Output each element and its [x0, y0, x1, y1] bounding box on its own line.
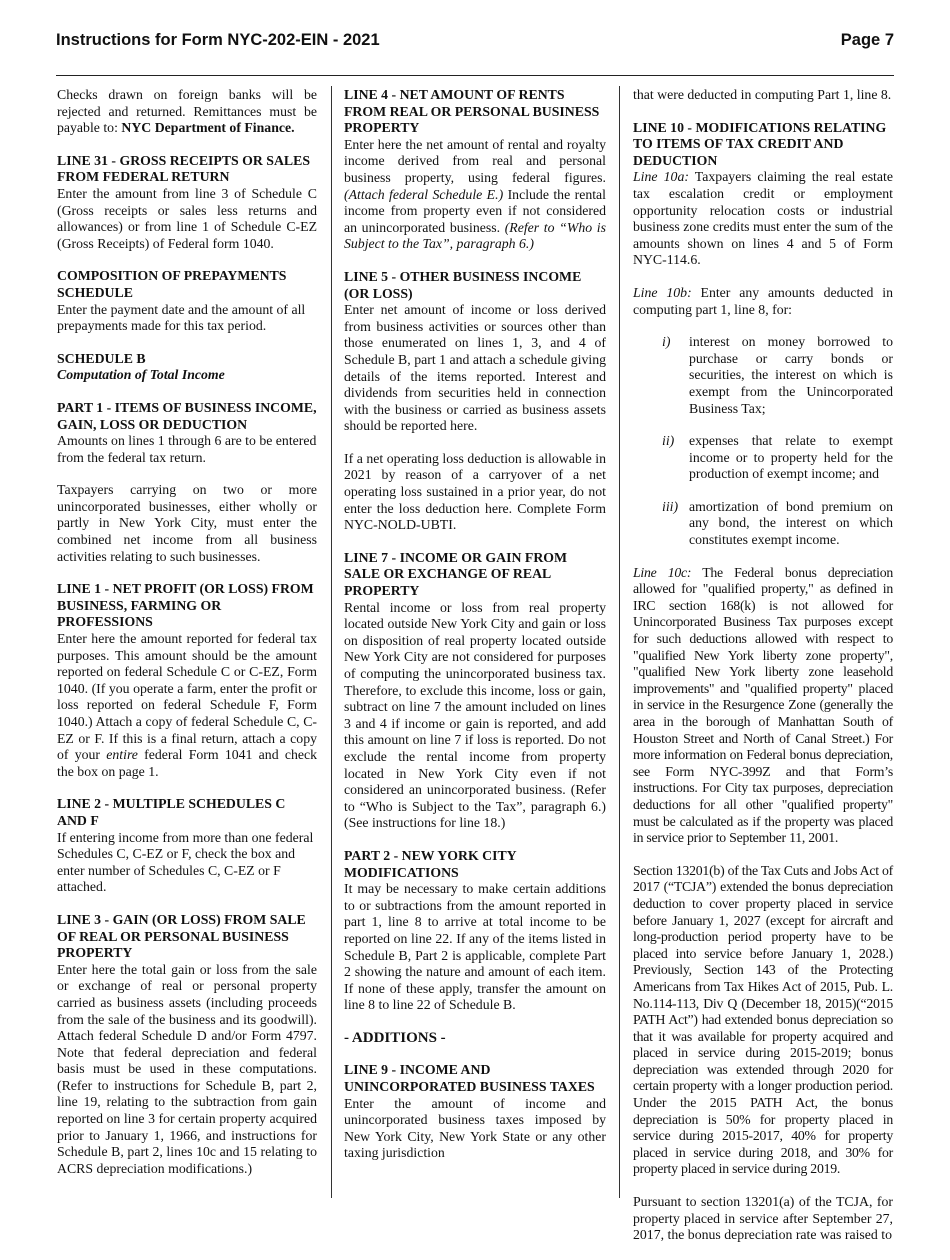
section-13201b-paragraph: Section 13201(b) of the Tax Cuts and Jobs Act of 2017 (“TCJA”) extended the bonus depreciation deduction to cover property placed in service before January 1, 2027 (except for aircraft and long-production period property have to be placed into service before January 1, 2028.) Previously, Section 143 of the Protecting Americans from Tax Hikes Act of 2015, Pub. L. No.114-113, Div Q (December 18, 2015)(“2015 PATH Act”) had extended bonus depreciation so that it was available for property acquired and placed in service during 2015-2019; bonus depreciation was extended through 2020 for certain property with a longer production period. Under the 2015 PATH Act, the bonus depreciation is 50% for property placed in service during 2015-2017, 40% for property placed in service during 2018, and 30% for property placed in service during 2019.: [633, 862, 894, 1177]
section-heading: PART 2 - NEW YORK CITY MODIFICATIONS: [344, 847, 517, 880]
section-text: Enter net amount of income or loss derived from business activities or sources other than those enumerated on lines 1, 3, and 4 of Schedule B, part 1 and attach a schedule giving details of the items reported. Interest and dividends from securities held in connection with the business or carried as business assets should be reported here.: [344, 302, 606, 434]
section-text: Rental income or loss from real property located outside New York City and gain or loss on disposition of real property located outside New York City are not considered for purposes of computing the unincorporated business tax. Therefore, to exclude this income, loss or gain, subtract on line 7 the amount included on lines 3 and 4 if income or gain is reported, and add this amount on line 7 if loss is reported. Do not exclude the rental income from property located in New York City even if not considered an unincorporated business. (Refer to “Who is Subject to the Tax”, paragraph 6.) (See instructions for line 18.): [344, 599, 606, 831]
section-heading: LINE 5 - OTHER BUSINESS INCOME (OR LOSS): [344, 268, 582, 301]
section-subheading: Computation of Total Income: [57, 367, 225, 383]
section-text: Enter the payment date and the amount of all prepayments made for this tax period.: [57, 301, 306, 334]
section-heading: PART 1 - ITEMS OF BUSINESS INCOME, GAIN, LOSS OR DEDUCTION: [57, 399, 317, 432]
section-heading: LINE 7 - INCOME OR GAIN FROM SALE OR EXCHANGE OF REAL PROPERTY: [344, 549, 568, 599]
list-item: [633, 433, 893, 483]
section-heading: LINE 9 - INCOME AND UNINCORPORATED BUSINESS TAXES: [344, 1062, 595, 1095]
section-13201a-paragraph: Pursuant to section 13201(a) of the TCJA, for property placed in service after September 27, 2017, the bonus depreciation rate was raised to: [633, 1194, 893, 1243]
section-heading: LINE 10 - MODIFICATIONS RELATING TO ITEMS OF TAX CREDIT AND DEDUCTION: [633, 119, 887, 168]
column-left: [57, 87, 317, 1193]
list-item-number: ii): [662, 433, 675, 449]
list-item: [633, 334, 893, 417]
section-text: Enter here the amount reported for federal tax purposes. This amount should be the amount reported on federal Schedule C or C-EZ, Form 1040. (If you operate a farm, enter the profit or loss reported on federal Schedule F, Form 1040.) Attach a copy of federal Schedule C, C-EZ or F. If this is a final return, attach a copy of your entire federal Form 1041 and check the box on page 1.: [57, 631, 317, 779]
line10a-text: Line 10a: Taxpayers claiming the real estate tax escalation credit or employment opportunity relocation costs or industrial business zone credits must enter the sum of the amounts shown on lines 4 and 5 of Form NYC-114.6.: [633, 169, 893, 268]
line10b-text: Line 10b: Enter any amounts deducted in computing part 1, line 8, for:: [633, 284, 893, 317]
section-heading: LINE 4 - NET AMOUNT OF RENTS FROM REAL OR PERSONAL BUSINESS PROPERTY: [344, 87, 600, 136]
section-line-5: [344, 269, 606, 435]
section-part-1: [57, 400, 317, 466]
section-text: Enter here the net amount of rental and royalty income derived from real and personal business property, using federal figures. (Attach federal Schedule E.) Include the rental income from property even if not considered an unincorporated business. (Refer to “Who is Subject to the Tax”, paragraph 6.): [344, 136, 607, 252]
section-text: Enter here the total gain or loss from the sale or exchange of real or personal property carried as business assets (including proceeds from the sale of the business and its goodwill). Attach federal Schedule D and/or Form 4797. Note that federal depreciation and federal basis must be used in these computations. (Refer to instructions for Schedule B, part 2, line 19, relating to the subtraction from gain reported on line 3 for certain property acquired prior to January 1, 1966, and instructions for Schedule B, part 2, lines 10c and 15 relating to ACRS depreciation modifications.): [57, 961, 317, 1176]
section-schedule-b: [57, 351, 317, 384]
section-text: It may be necessary to make certain additions to or subtractions from the amount reported in part 1, line 8 to arrive at total income to be reported on line 22. If any of the items listed in Schedule B, Part 2 is applicable, complete Part 2 showing the nature and amount of each item. If none of these apply, transfer the amount on line 8 to line 22 of Schedule B.: [344, 881, 606, 1013]
section-line-2: [57, 796, 317, 896]
part1-paragraph-2: Taxpayers carrying on two or more unincorporated businesses, either wholly or partly in New York City, must enter the combined net income from all business activities relating to such businesses.: [57, 482, 317, 564]
column-right: [633, 87, 893, 1260]
section-line-31: [57, 153, 317, 253]
section-part-2: [344, 848, 606, 1014]
list-item-number: iii): [662, 498, 679, 514]
page-header: [56, 26, 894, 50]
line10b-list: [633, 334, 893, 549]
page-number: Page 7: [840, 31, 894, 49]
section-text: Enter the amount of income and unincorporated business taxes imposed by New York City, New York State or any other taxing jurisdiction: [344, 1095, 606, 1161]
section-text: Enter the amount from line 3 of Schedule C (Gross receipts or sales less returns and allowances) or from line 1 of Schedule C-EZ (Gross Receipts) of Federal form 1040.: [57, 185, 317, 251]
section-composition-prepayments: [57, 268, 317, 334]
document-title: Instructions for Form NYC-202-EIN - 2021: [56, 31, 380, 49]
list-item-text: amortization of bond premium on any bond, the interest on which constitutes exempt income.: [689, 498, 893, 548]
section-line-7: [344, 550, 606, 832]
list-item: [633, 499, 893, 549]
section-line-4: [344, 87, 606, 253]
section-heading: LINE 1 - NET PROFIT (OR LOSS) FROM BUSINESS, FARMING OR PROFESSIONS: [57, 581, 314, 630]
section-heading: LINE 31 - GROSS RECEIPTS OR SALES FROM FEDERAL RETURN: [57, 152, 311, 185]
section-text: Amounts on lines 1 through 6 are to be entered from the federal tax return.: [57, 433, 317, 465]
column-middle: [344, 87, 606, 1178]
section-line-10: [633, 120, 893, 269]
line5-paragraph-2: If a net operating loss deduction is allowable in 2021 by reason of a carryover of a net operating loss sustained in a prior year, do not enter the loss deduction here. Complete Form NYC-NOLD-UBTI.: [344, 450, 606, 533]
section-text: If entering income from more than one federal Schedules C, C-EZ or F, check the box and enter number of Schedules C, C-EZ or F attached.: [57, 829, 314, 895]
section-line-9: [344, 1062, 606, 1162]
section-heading: COMPOSITION OF PREPAYMENTS SCHEDULE: [57, 268, 287, 300]
intro-paragraph: Checks drawn on foreign banks will be rejected and returned. Remittances must be payable to: NYC Department of Finance.: [57, 87, 317, 136]
additions-heading: - ADDITIONS -: [344, 1029, 446, 1046]
section-heading: SCHEDULE B: [57, 350, 146, 366]
list-item-number: i): [662, 334, 671, 350]
section-heading: LINE 2 - MULTIPLE SCHEDULES C AND F: [57, 796, 286, 828]
column-divider-left: [331, 86, 332, 1198]
section-line-1: [57, 581, 317, 780]
header-divider: [56, 75, 894, 76]
column-divider-right: [619, 86, 620, 1198]
continued-text: that were deducted in computing Part 1, line 8.: [633, 87, 892, 102]
list-item-text: expenses that relate to exempt income or to property held for the production of exempt income; and: [689, 433, 893, 482]
section-heading: LINE 3 - GAIN (OR LOSS) FROM SALE OF REAL OR PERSONAL BUSINESS PROPERTY: [57, 911, 306, 961]
line10c-text: Line 10c: The Federal bonus depreciation allowed for "qualified property," as defined in IRC section 168(k) is not allowed for Unincorporated Business Tax purposes except for such deductions allowed with respect to "qualified New York liberty zone property", "qualified New York liberty zone leasehold improvements" and "qualified property" placed in service in the Resurgence Zone (generally the area in the borough of Manhattan South of Houston Street and North of Canal Street.) For more information on Federal bonus depreciation, see Form NYC-399Z and that Form’s instructions. For City tax purposes, depreciation deductions for all other "qualified property" must be calculated as if the property was placed in service prior to September 11, 2001.: [633, 564, 894, 846]
list-item-text: interest on money borrowed to purchase or carry bonds or securities, the interest on which is exempt from the Unincorporated Business Tax;: [689, 334, 893, 416]
section-line-3: [57, 912, 317, 1178]
